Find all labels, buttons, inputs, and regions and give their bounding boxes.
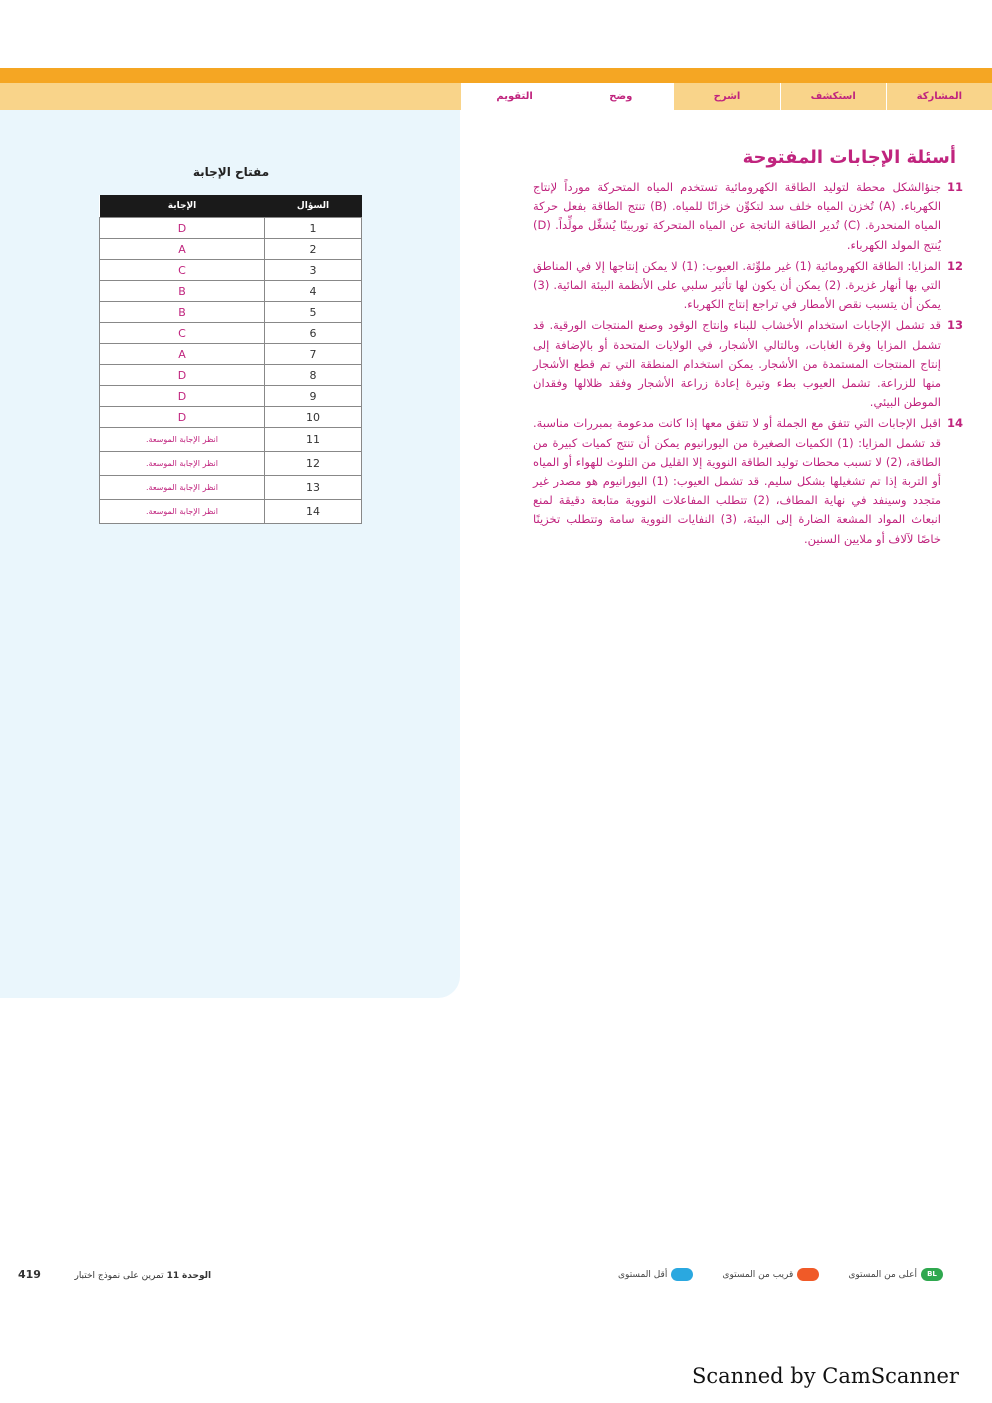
question-number-cell: 5 <box>265 302 362 323</box>
page-footer <box>18 1268 211 1281</box>
scanner-watermark: Scanned by CamScanner <box>692 1364 959 1388</box>
question-number-cell: 1 <box>265 218 362 239</box>
lesson-tabs <box>461 83 992 110</box>
answer-cell: D <box>100 386 265 407</box>
page-number: 419 <box>18 1268 41 1281</box>
question-number: 11 <box>946 180 963 194</box>
answer-cell: انظر الإجابة الموسعة. <box>100 476 265 500</box>
header-orange-band <box>0 68 992 83</box>
question-number: 13 <box>946 318 963 333</box>
level-approaching <box>722 1268 819 1281</box>
table-row <box>100 365 362 386</box>
tab-evaluate[interactable]: التقويم <box>461 83 567 110</box>
answer-cell: B <box>100 281 265 302</box>
level-beyond-badge-icon: BL <box>921 1268 943 1281</box>
answer-key-table <box>99 195 362 524</box>
answer-cell: انظر الإجابة الموسعة. <box>100 500 265 524</box>
question-number: 12 <box>946 258 963 273</box>
answer-cell: D <box>100 218 265 239</box>
table-row <box>100 302 362 323</box>
question-column-header: السؤال <box>265 195 362 218</box>
table-row <box>100 344 362 365</box>
answer-cell: انظر الإجابة الموسعة. <box>100 428 265 452</box>
answer-cell: D <box>100 407 265 428</box>
question-number-cell: 13 <box>265 476 362 500</box>
unit-label: الوحدة <box>181 1271 212 1281</box>
answer-text: قد تشمل الإجابات استخدام الأخشاب للبناء وإنتاج الوقود وصنع المنتجات الورقية. قد تشمل المزايا وفرة الغابات، وبالتالي الأشجار، في الولايات المتحدة أو بالإضافة إلى إنتاج المنتجات المستمدة من الأشجار. يمكن استخدام المنطقة التي تم قطع الأشجار منها للزراعة. تشمل العيوب بطء وتيرة إعادة زراعة الأشجار وفقد ظلالها وفقدان الموطن البيئي. <box>533 318 941 410</box>
question-number-cell: 10 <box>265 407 362 428</box>
answer-key-header-row <box>100 195 362 218</box>
question-number-cell: 7 <box>265 344 362 365</box>
answer-cell: A <box>100 239 265 260</box>
question-number-cell: 9 <box>265 386 362 407</box>
answer-text: المزايا: الطاقة الكهرومائية (1) غير ملوِّثة. العيوب: (1) لا يمكن إنتاجها إلا في المناطق التي بها أنهار غزيرة. (2) يمكن أن يكون لها تأثير سلبي على الأنظمة البيئة المائية. (3) يمكن أن يتسبب نقص الأمطار في تراجع إنتاج الكهرباء. <box>533 258 941 312</box>
open-answer-item <box>533 178 963 255</box>
level-beyond <box>848 1268 943 1281</box>
question-number-cell: 14 <box>265 500 362 524</box>
tab-explain[interactable]: اشرح <box>673 83 779 110</box>
table-row <box>100 239 362 260</box>
question-number-cell: 4 <box>265 281 362 302</box>
level-below-badge-icon <box>671 1268 693 1281</box>
table-row <box>100 281 362 302</box>
question-number-cell: 11 <box>265 428 362 452</box>
answer-cell: انظر الإجابة الموسعة. <box>100 452 265 476</box>
question-number-cell: 12 <box>265 452 362 476</box>
level-approaching-label: قريب من المستوى <box>722 1269 794 1280</box>
question-number-cell: 2 <box>265 239 362 260</box>
tab-engage[interactable]: المشاركة <box>886 83 992 110</box>
open-answer-item <box>533 414 963 548</box>
table-row <box>100 218 362 239</box>
open-answers-list <box>533 178 963 551</box>
level-beyond-label: أعلى من المستوى <box>848 1269 917 1280</box>
answer-column-header: الإجابة <box>100 195 265 218</box>
answer-cell: C <box>100 323 265 344</box>
answer-text: اقبل الإجابات التي تتفق مع الجملة أو لا تتفق معها إذا كانت مدعومة بمبررات مناسبة. قد تشمل المزايا: (1) الكميات الصغيرة من اليورانيوم يمكن أن تنتج كميات كبيرة من الطاقة، (2) لا تسبب محطات توليد الطاقة النووية إلا القليل من التلوث للهواء أو المياه أو التربة إذا تم تشغيلها بشكل سليم. قد تشمل العيوب: (1) اليورانيوم هو مصدر غير متجدد وسينفد في نهاية المطاف، (2) تتطلب المفاعلات النووية متابعة دقيقة لمنع انبعاث المواد المشعة الضارة إلى البيئة، (3) النفايات النووية سامة وتتطلب تخزينًا خاصًا لآلاف أو ملايين السنين. <box>533 416 941 546</box>
answer-text: جنؤالشكل محطة لتوليد الطاقة الكهرومائية تستخدم المياه المتحركة مورداً لإنتاج الكهرباء. (A) تُخزن المياه خلف سد لتكوِّن خزانًا للمياه. (B) تنتج الطاقة بفعل حركة المياه المنحدرة. (C) تُدير الطاقة الناتجة عن المياه المتحركة توربينًا يُشغِّل مولِّداً. (D) يُنتج المولد الكهرباء. <box>533 180 942 252</box>
level-approaching-badge-icon <box>797 1268 819 1281</box>
unit-text: تمرين على نموذج اختبار <box>74 1271 164 1281</box>
open-answer-item <box>533 316 963 412</box>
table-row <box>100 452 362 476</box>
question-number: 14 <box>946 416 963 431</box>
tab-elaborate[interactable]: وضح <box>567 83 673 110</box>
table-row <box>100 476 362 500</box>
question-number-cell: 6 <box>265 323 362 344</box>
table-row <box>100 407 362 428</box>
level-legend <box>618 1268 943 1281</box>
table-row <box>100 386 362 407</box>
table-row <box>100 428 362 452</box>
question-number-cell: 3 <box>265 260 362 281</box>
answer-cell: B <box>100 302 265 323</box>
open-answers-title: أسئلة الإجابات المفتوحة <box>742 147 956 168</box>
answer-cell: C <box>100 260 265 281</box>
unit-caption <box>74 1271 211 1281</box>
question-number-cell: 8 <box>265 365 362 386</box>
table-row <box>100 260 362 281</box>
answer-key-title: مفتاح الإجابة <box>192 165 270 179</box>
table-row <box>100 323 362 344</box>
unit-number: 11 <box>166 1271 180 1281</box>
table-row <box>100 500 362 524</box>
answer-cell: D <box>100 365 265 386</box>
tab-explore[interactable]: استكشف <box>780 83 886 110</box>
level-below <box>618 1268 693 1281</box>
level-below-label: أقل المستوى <box>618 1269 668 1280</box>
open-answer-item <box>533 257 963 315</box>
answer-cell: A <box>100 344 265 365</box>
